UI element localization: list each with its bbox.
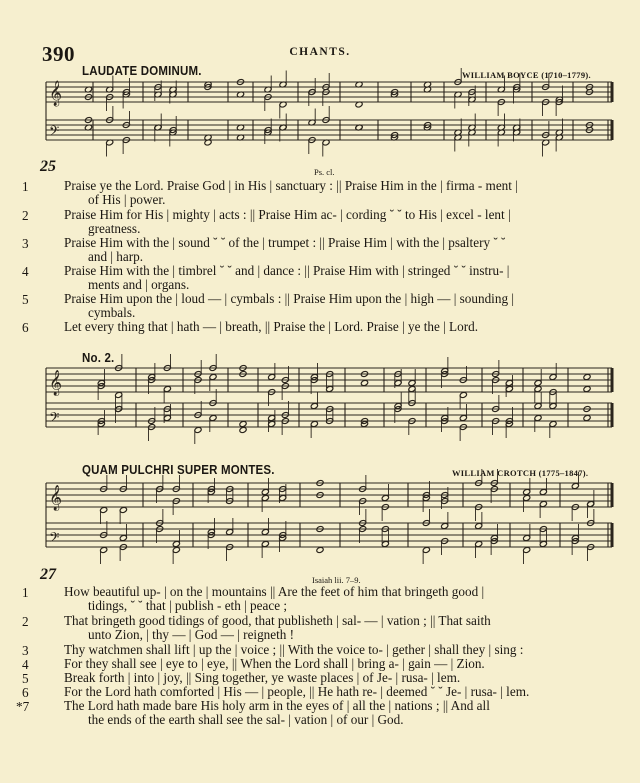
bass-clef-icon: 𝄢 (49, 125, 60, 142)
note-head (239, 421, 247, 428)
verse-line: For the Lord hath comforted | His — | people, || He hath re- | deemed ˘ ˘ Je- | rusa- | lem. (64, 684, 530, 699)
verse-line: greatness. (88, 221, 141, 236)
verse-line: Praise Him upon the | loud — | cymbals : || Praise Him upon the | high — | sounding | (64, 291, 514, 306)
verse-number: 2 (22, 208, 29, 223)
verse-line: Thy watchmen shall lift | up the | voice ; || With the voice to- | gether | shall they | sing : (64, 642, 524, 657)
verse-line: How beautiful up- | on the | mountains || Are the feet of him that bringeth good | (64, 584, 485, 599)
treble-clef-icon: 𝄞 (49, 369, 63, 395)
verse-number: 1 (22, 585, 29, 600)
composer-crotch: WILLIAM CROTCH (1775–1847). (452, 468, 589, 478)
chant-number-27: 27 (40, 566, 56, 583)
verse-line: For they shall see | eye to | eye, || When the Lord shall | bring a- | gain — | Zion. (64, 656, 485, 671)
verse-number: *7 (16, 699, 30, 714)
verse-number: 6 (22, 320, 29, 335)
note-head (360, 380, 368, 387)
verse-number: 3 (22, 236, 29, 251)
tune-title-no-2: No. 2. (82, 351, 115, 365)
verse-line: Praise Him with the | sound ˘ ˘ of the | trumpet : || Praise Him | with the | psaltery ˘ ˘ (64, 235, 506, 250)
verse-line: cymbals. (88, 305, 136, 320)
bass-clef-icon: 𝄢 (49, 411, 60, 429)
running-head: CHANTS. (289, 46, 351, 58)
treble-clef-icon: 𝄞 (49, 80, 63, 105)
chant-number-25: 25 (40, 158, 56, 175)
verse-number: 4 (22, 264, 29, 279)
verse-line: Let every thing that | hath — | breath, || Praise the | Lord. Praise | ye the | Lord. (64, 319, 478, 334)
verse-line: ments and | organs. (88, 277, 190, 292)
verse-line: Break forth | into | joy, || Sing together, ye waste places | of Je- | rusa- | lem. (64, 670, 461, 685)
verse-line: and | harp. (88, 249, 144, 264)
composer-boyce: WILLIAM BOYCE (1710–1779). (462, 70, 591, 80)
verse-line: tidings, ˘ ˘ that | publish - eth | peace ; (88, 598, 288, 613)
verse-number: 5 (22, 671, 29, 686)
note-head (239, 427, 247, 434)
scripture-reference-27: Isaiah lii. 7–9. (312, 575, 361, 585)
verse-line: Praise Him with the | timbrel ˘ ˘ and | dance : || Praise Him with | stringed ˘ ˘ instru- | (64, 263, 510, 278)
verse-line: the ends of the earth shall see the sal- | vation | of our | God. (88, 712, 404, 727)
bass-clef-icon: 𝄢 (49, 531, 60, 549)
verse-number: 4 (22, 657, 29, 672)
verse-line: unto Zion, | thy — | God — | reigneth ! (88, 627, 295, 642)
scripture-reference-25: Ps. cl. (314, 167, 335, 177)
note-head (583, 386, 591, 393)
tune-title-laudate-dominum: LAUDATE DOMINUM. (82, 64, 202, 78)
music-staff-no-2 (0, 362, 640, 440)
note-head (583, 374, 591, 381)
music-staff-laudate-dominum (0, 78, 640, 150)
verse-line: That bringeth good tidings of good, that publisheth | sal- — | vation ; || That saith (64, 613, 491, 628)
page-number: 390 (42, 42, 75, 66)
verse-line: Praise ye the Lord. Praise God | in His | sanctuary : || Praise Him in the | firma - ment | (64, 178, 518, 193)
tune-title-quam-pulchri: QUAM PULCHRI SUPER MONTES. (82, 463, 275, 477)
verse-line: of His | power. (88, 192, 166, 207)
verse-number: 2 (22, 614, 29, 629)
verse-line: Praise Him for His | mighty | acts : || Praise Him ac- | cording ˘ ˘ to His | excel - lent | (64, 207, 511, 222)
verse-number: 6 (22, 685, 29, 700)
treble-clef-icon: 𝄞 (49, 484, 63, 510)
verse-line: The Lord hath made bare His holy arm in the eyes of | all the | nations ; || And all (64, 698, 490, 713)
music-staff-quam-pulchri (0, 476, 640, 560)
verse-number: 3 (22, 643, 29, 658)
verse-number: 1 (22, 179, 29, 194)
verse-number: 5 (22, 292, 29, 307)
note-head (583, 415, 591, 422)
note-head (316, 547, 324, 554)
